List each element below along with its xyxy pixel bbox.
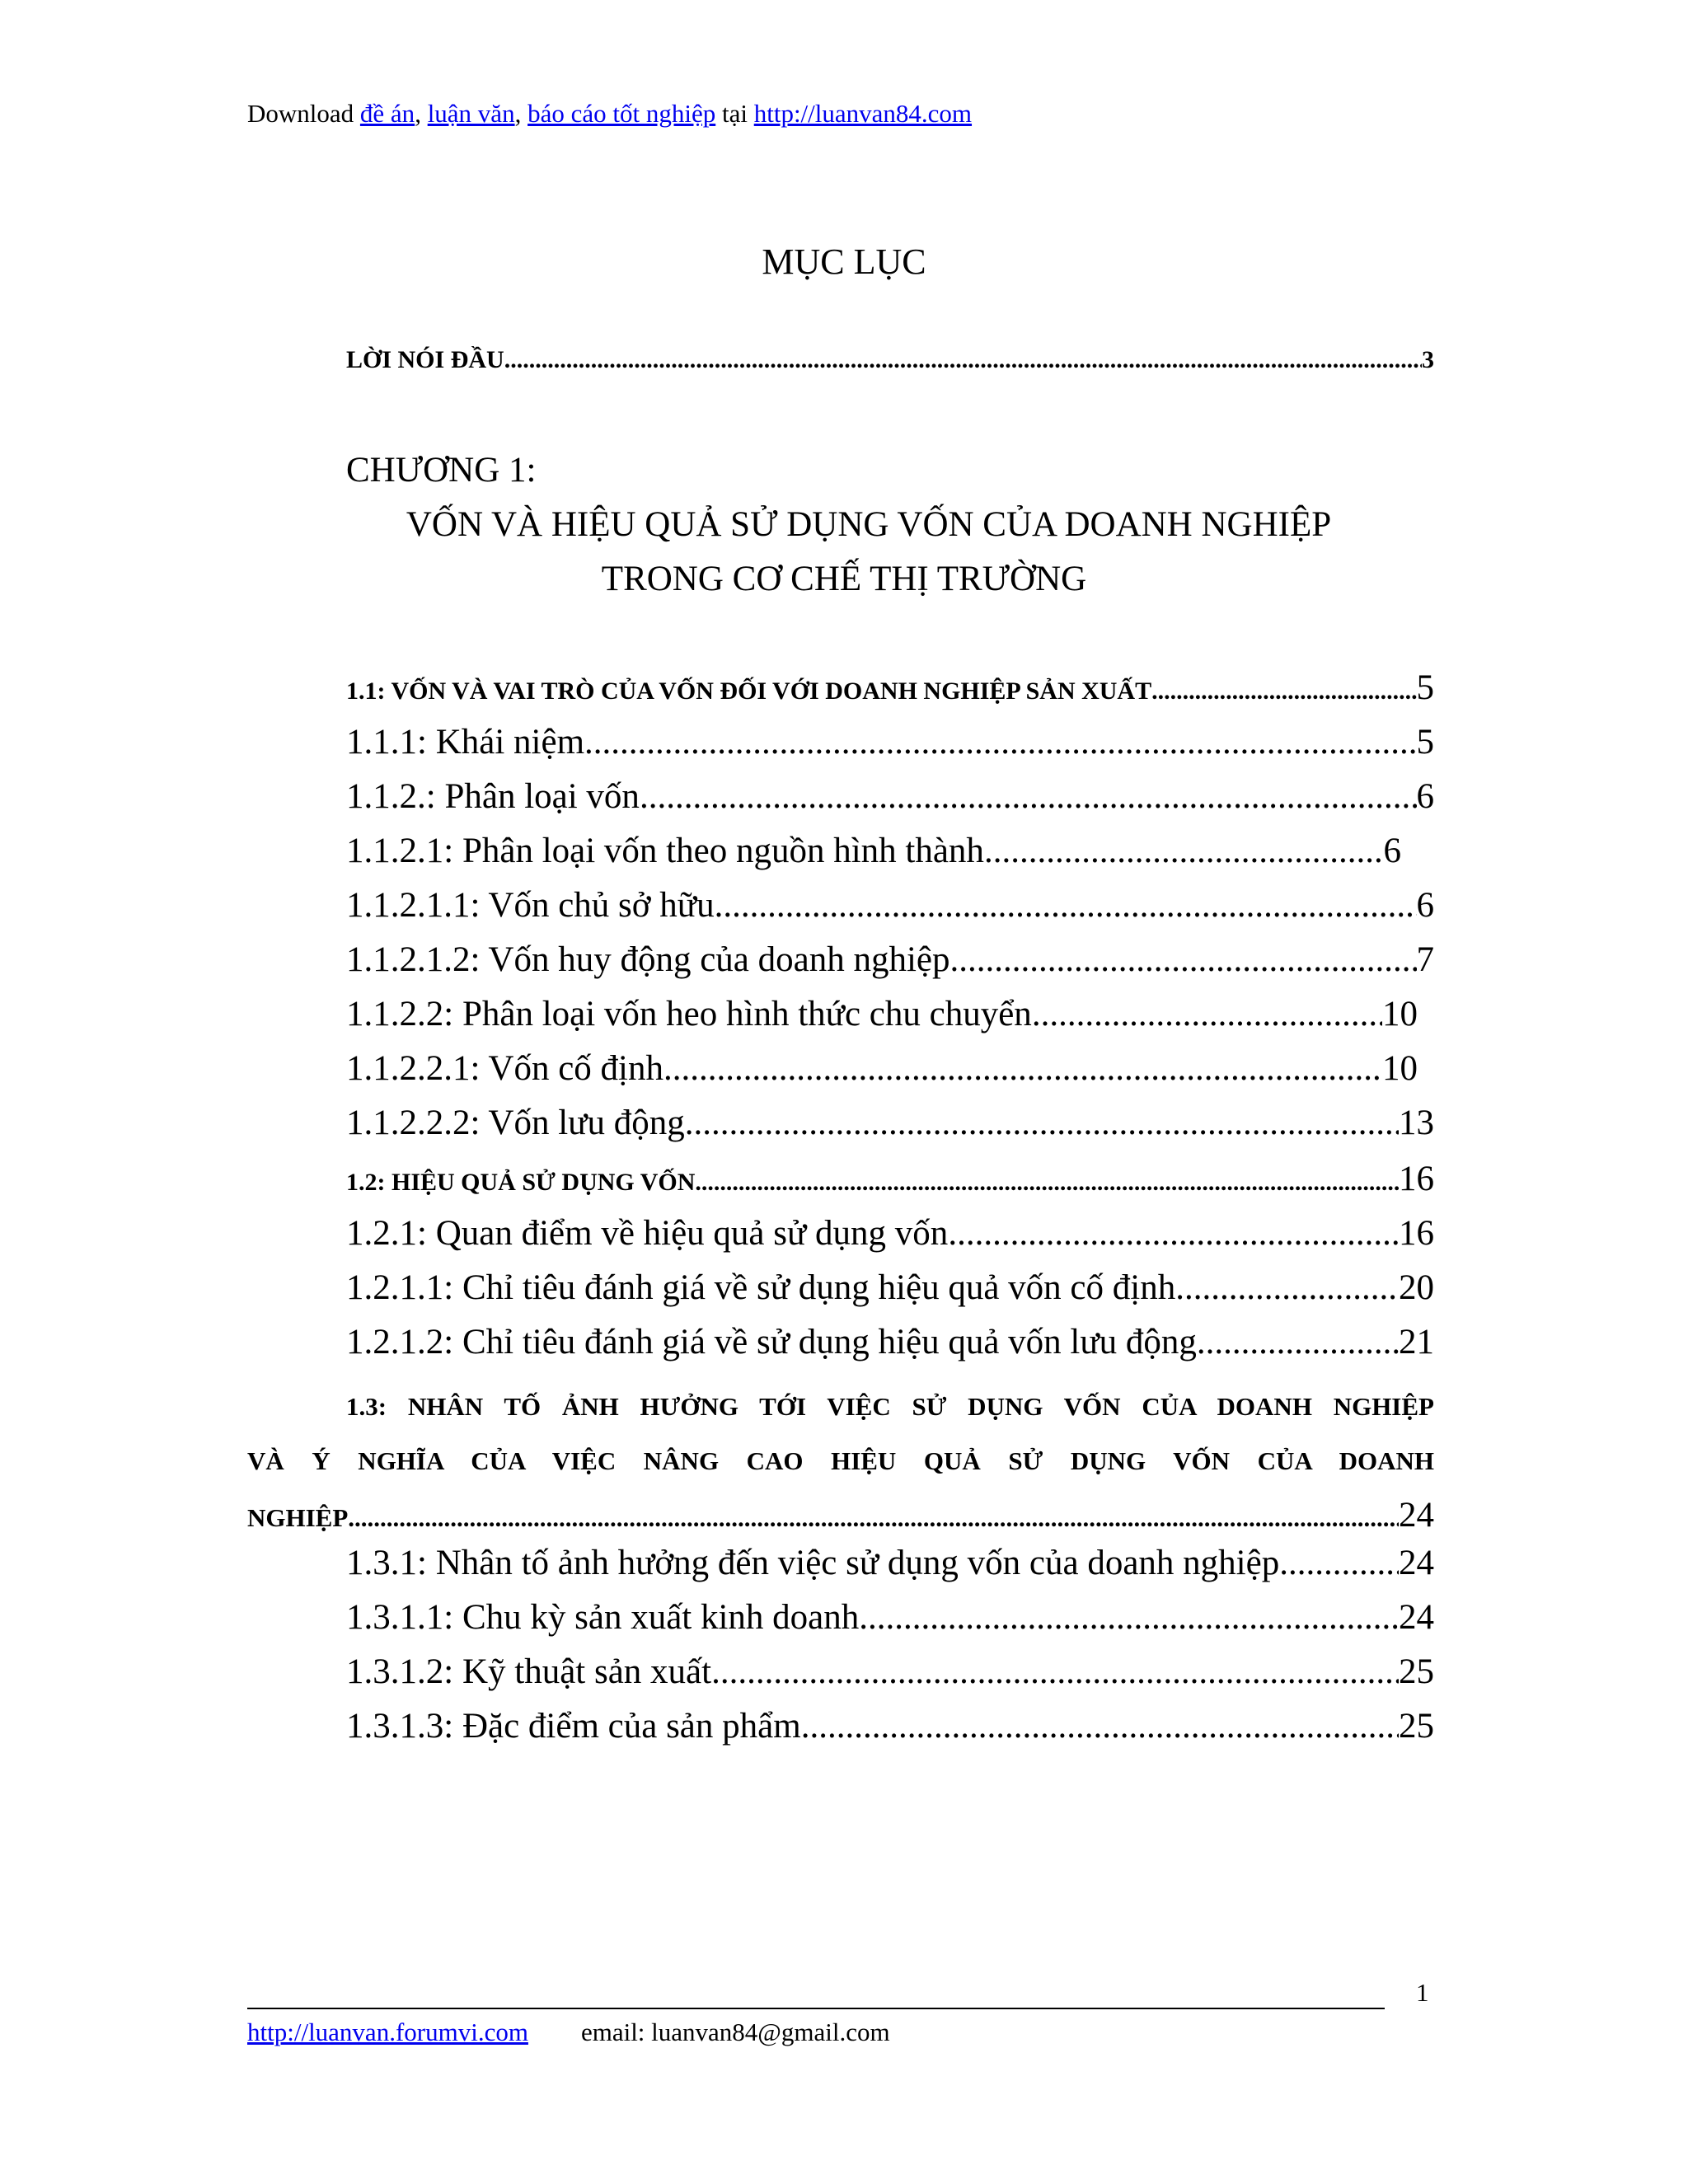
toc-leader xyxy=(695,1169,1399,1197)
toc-label: NGHIỆP xyxy=(247,1503,349,1532)
toc-leader xyxy=(948,1213,1399,1254)
toc-page: 25 xyxy=(1399,1652,1434,1691)
chapter-heading: CHƯƠNG 1: xyxy=(346,451,537,490)
section-line3 xyxy=(247,1488,1434,1545)
toc-page: 3 xyxy=(1422,346,1434,373)
toc-page: 6 xyxy=(1416,777,1434,816)
toc-leader xyxy=(950,940,1417,980)
toc-leader xyxy=(584,722,1416,762)
chapter-title-line1: VỐN VÀ HIỆU QUẢ SỬ DỤNG VỐN CỦA DOANH NGHIỆP xyxy=(406,505,1332,544)
toc-leader xyxy=(859,1597,1399,1638)
page-footer xyxy=(247,2018,890,2047)
toc-entry-intro[interactable] xyxy=(346,346,1434,374)
toc-entry[interactable] xyxy=(346,722,1434,762)
toc-page: 6 xyxy=(1416,886,1434,925)
header-mid: tại xyxy=(715,99,754,128)
header-link-site[interactable]: http://luanvan84.com xyxy=(753,99,973,128)
toc-page: 16 xyxy=(1399,1214,1434,1253)
toc-entry[interactable] xyxy=(346,1103,1434,1143)
toc-entry[interactable] xyxy=(346,940,1434,980)
toc-page: 5 xyxy=(1416,723,1434,762)
toc-entry-1-3[interactable] xyxy=(247,1380,1434,1545)
toc-label: 1.2.1.1: Chỉ tiêu đánh giá về sử dụng hiệu quả vốn cố định xyxy=(346,1268,1176,1307)
toc-page: 13 xyxy=(1399,1104,1434,1142)
toc-label: 1.1.2.2.1: Vốn cố định xyxy=(346,1049,664,1088)
toc-label: 1.2: HIỆU QUẢ SỬ DỤNG VỐN xyxy=(346,1169,696,1196)
toc-page: 24 xyxy=(1399,1598,1434,1637)
toc-entry[interactable] xyxy=(346,885,1434,926)
toc-entry[interactable] xyxy=(346,1543,1434,1583)
toc-label: 1.1: VỐN VÀ VAI TRÒ CỦA VỐN ĐỐI VỚI DOANH NGHIỆP SẢN XUẤT xyxy=(346,677,1152,705)
toc-page: 25 xyxy=(1399,1707,1434,1746)
toc-label: 1.1.1: Khái niệm xyxy=(346,723,585,762)
toc-label: 1.1.2.2: Phân loại vốn heo hình thức chu chuyển xyxy=(346,995,1032,1033)
toc-label: 1.1.2.1.1: Vốn chủ sở hữu xyxy=(346,886,715,925)
toc-label: 1.1.2.1: Phân loại vốn theo nguồn hình thành xyxy=(346,832,984,870)
toc-leader xyxy=(801,1706,1399,1746)
header-link-luan-van[interactable]: luận văn xyxy=(427,99,515,128)
header-prefix: Download xyxy=(247,99,360,128)
toc-page: 6 xyxy=(1383,832,1401,870)
toc-label: 1.3.1.3: Đặc điểm của sản phẩm xyxy=(346,1707,801,1746)
toc-page: 20 xyxy=(1399,1268,1434,1307)
toc-page: 21 xyxy=(1399,1323,1434,1361)
toc-entry[interactable] xyxy=(346,831,1401,871)
toc-entry[interactable] xyxy=(346,1706,1434,1746)
toc-page: 16 xyxy=(1399,1160,1434,1198)
toc-entry[interactable] xyxy=(346,1159,1434,1199)
toc-leader xyxy=(1197,1322,1399,1362)
toc-page: 24 xyxy=(1399,1496,1434,1535)
toc-leader xyxy=(348,1491,1399,1545)
toc-entry[interactable] xyxy=(346,1213,1434,1254)
toc-leader xyxy=(1175,1268,1399,1308)
toc-leader xyxy=(1279,1543,1399,1583)
toc-entry[interactable] xyxy=(346,776,1434,817)
toc-label: 1.1.2.: Phân loại vốn xyxy=(346,777,640,816)
toc-leader xyxy=(504,346,1422,374)
header-sep: , xyxy=(415,99,428,128)
page-number: 1 xyxy=(1416,1978,1429,2007)
header-sep: , xyxy=(514,99,528,128)
toc-leader xyxy=(1151,677,1416,705)
toc-label: 1.3.1.1: Chu kỳ sản xuất kinh doanh xyxy=(346,1598,860,1637)
toc-label: 1.3.1.2: Kỹ thuật sản xuất xyxy=(346,1652,712,1691)
toc-page: 10 xyxy=(1382,1049,1418,1088)
toc-entry[interactable] xyxy=(346,1268,1434,1308)
toc-label: 1.1.2.2.2: Vốn lưu động xyxy=(346,1104,685,1142)
header-link-de-an[interactable]: đề án xyxy=(359,99,415,128)
footer-link[interactable]: http://luanvan.forumvi.com xyxy=(247,2018,528,2046)
toc-label: 1.3.1: Nhân tố ảnh hưởng đến việc sử dụng vốn của doanh nghiệp xyxy=(346,1544,1280,1582)
toc-leader xyxy=(711,1652,1399,1692)
toc-entry[interactable] xyxy=(346,1048,1418,1089)
footer-rule xyxy=(247,2008,1385,2009)
chapter-title-line2: TRONG CƠ CHẾ THỊ TRƯỜNG xyxy=(601,560,1087,598)
section-line2: VÀ Ý NGHĨA CỦA VIỆC NÂNG CAO HIỆU QUẢ SỬ DỤNG VỐN CỦA DOANH xyxy=(247,1446,1434,1475)
toc-entry[interactable] xyxy=(346,668,1434,708)
toc-page: 7 xyxy=(1416,940,1434,979)
toc-label: LỜI NÓI ĐẦU xyxy=(346,346,504,373)
header-link-bao-cao[interactable]: báo cáo tốt nghiệp xyxy=(528,99,716,128)
toc-leader xyxy=(685,1103,1399,1143)
section-line1: 1.3: NHÂN TỐ ẢNH HƯỞNG TỚI VIỆC SỬ DỤNG VỐN CỦA DOANH NGHIỆP xyxy=(346,1392,1434,1421)
toc-page: 5 xyxy=(1416,668,1434,707)
toc-entry[interactable] xyxy=(346,1597,1434,1638)
toc-entry[interactable] xyxy=(346,994,1418,1034)
toc-entry[interactable] xyxy=(346,1652,1434,1692)
toc-leader xyxy=(663,1048,1382,1089)
toc-entry[interactable] xyxy=(346,1322,1434,1362)
toc-leader xyxy=(984,831,1384,871)
toc-page: 10 xyxy=(1382,995,1418,1033)
toc-label: 1.1.2.1.2: Vốn huy động của doanh nghiệp xyxy=(346,940,950,979)
toc-leader xyxy=(1032,994,1382,1034)
footer-email: email: luanvan84@gmail.com xyxy=(580,2018,890,2046)
page-header xyxy=(247,99,972,129)
toc-label: 1.2.1.2: Chỉ tiêu đánh giá về sử dụng hiệu quả vốn lưu động xyxy=(346,1323,1197,1361)
toc-leader xyxy=(640,776,1417,817)
page-title: MỤC LỤC xyxy=(762,241,926,282)
toc-leader xyxy=(715,885,1417,926)
toc-page: 24 xyxy=(1399,1544,1434,1582)
toc-label: 1.2.1: Quan điểm về hiệu quả sử dụng vốn xyxy=(346,1214,949,1253)
